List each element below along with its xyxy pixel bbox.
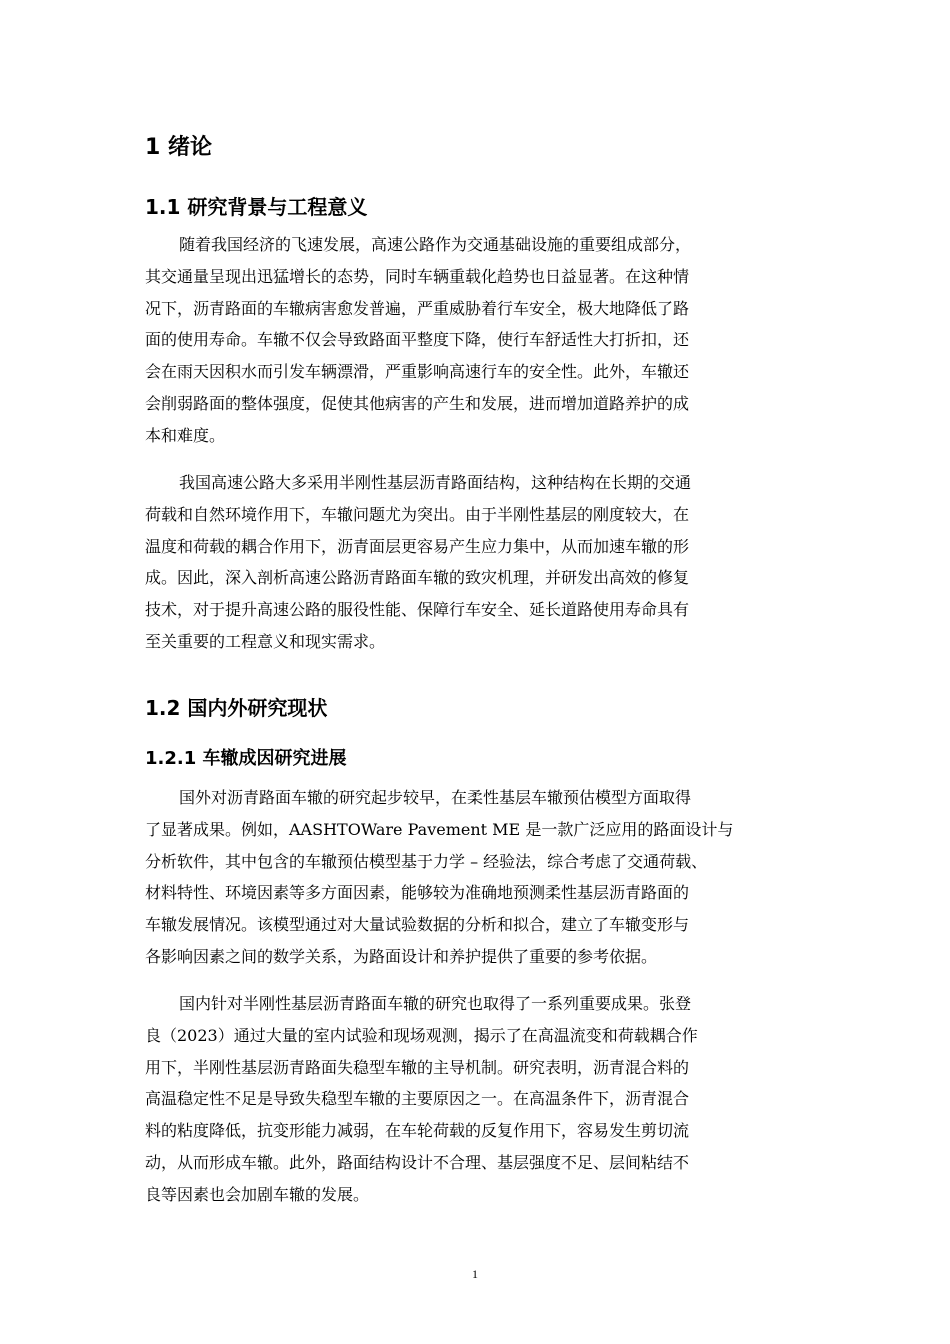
text-line: 良（2023）通过大量的室内试验和现场观测，揭示了在高温流变和荷载耦合作: [145, 1025, 698, 1045]
text-line: 良等因素也会加剧车辙的发展。: [145, 1184, 370, 1204]
text-line: 面的使用寿命。车辙不仅会导致路面平整度下降，使行车舒适性大打折扣，还: [145, 330, 690, 350]
text-line: 其交通量呈现出迅猛增长的态势，同时车辆重载化趋势也日益显著。在这种情: [145, 266, 690, 286]
chapter-heading: 1 绪论: [145, 135, 212, 160]
text-line: 本和难度。: [145, 425, 226, 445]
text-line: 我国高速公路大多采用半刚性基层沥青路面结构，这种结构在长期的交通: [179, 473, 692, 492]
text-line: 会削弱路面的整体强度，促使其他病害的产生和发展，进而增加道路养护的成: [145, 393, 690, 413]
text-line: 技术，对于提升高速公路的服役性能、保障行车安全、延长道路使用寿命具有: [145, 600, 690, 620]
text-line: 动，从而形成车辙。此外，路面结构设计不合理、基层强度不足、层间粘结不: [145, 1152, 690, 1172]
text-line: 国内针对半刚性基层沥青路面车辙的研究也取得了一系列重要成果。张登: [179, 994, 692, 1013]
text-line: 会在雨天因积水而引发车辆漂滑，严重影响高速行车的安全性。此外，车辙还: [145, 362, 690, 382]
page-number: 1: [472, 1267, 478, 1281]
text-line: 车辙发展情况。该模型通过对大量试验数据的分析和拟合，建立了车辙变形与: [145, 915, 690, 935]
paragraph-rutting-causes-1: [145, 782, 810, 973]
paragraph-rutting-causes-2: [145, 988, 810, 1211]
text-line: 材料特性、环境因素等多方面因素，能够较为准确地预测柔性基层沥青路面的: [145, 883, 690, 903]
text-line: 用下，半刚性基层沥青路面失稳型车辙的主导机制。研究表明，沥青混合料的: [145, 1057, 690, 1077]
text-line: 料的粘度降低，抗变形能力减弱，在车轮荷载的反复作用下，容易发生剪切流: [145, 1121, 690, 1141]
text-line: 各影响因素之间的数学关系，为路面设计和养护提供了重要的参考依据。: [145, 946, 658, 966]
text-line: 温度和荷载的耦合作用下，沥青面层更容易产生应力集中，从而加速车辙的形: [145, 536, 690, 556]
paragraph-background-2: [145, 467, 810, 658]
text-line: 成。因此，深入剖析高速公路沥青路面车辙的致灾机理，并研发出高效的修复: [145, 568, 690, 588]
text-line: 分析软件，其中包含的车辙预估模型基于力学 – 经验法，综合考虑了交通荷载、: [145, 851, 708, 871]
text-line: 况下，沥青路面的车辙病害愈发普遍，严重威胁着行车安全，极大地降低了路: [145, 298, 690, 318]
paragraph-background-1: [145, 229, 810, 452]
text-line: 高温稳定性不足是导致失稳型车辙的主要原因之一。在高温条件下，沥青混合: [145, 1089, 690, 1109]
text-line: 荷载和自然环境作用下，车辙问题尤为突出。由于半刚性基层的刚度较大，在: [145, 504, 690, 524]
text-line: 了显著成果。例如，AASHTOWare Pavement ME 是一款广泛应用的路面设计与: [145, 819, 734, 839]
subsection-heading-1-2-1: 1.2.1 车辙成因研究进展: [145, 748, 347, 769]
section-heading-1-2: 1.2 国内外研究现状: [145, 696, 328, 720]
text-line: 随着我国经济的飞速发展，高速公路作为交通基础设施的重要组成部分，: [179, 235, 692, 254]
section-heading-1-1: 1.1 研究背景与工程意义: [145, 195, 368, 219]
text-line: 国外对沥青路面车辙的研究起步较早，在柔性基层车辙预估模型方面取得: [179, 788, 692, 807]
text-line: 至关重要的工程意义和现实需求。: [145, 631, 386, 651]
